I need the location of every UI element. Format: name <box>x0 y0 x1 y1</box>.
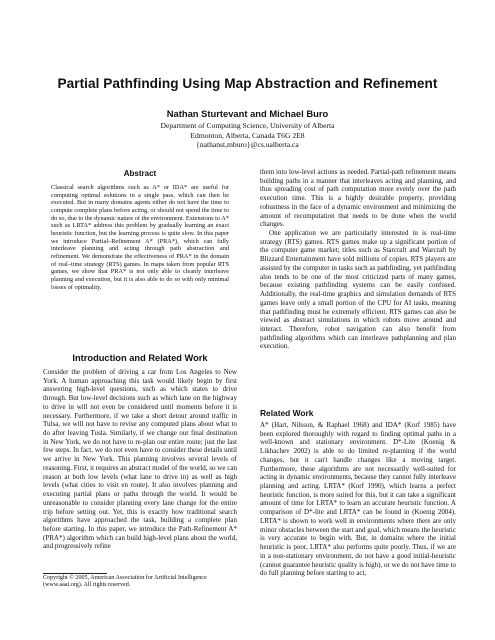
footnote-rule <box>43 573 107 574</box>
right-column-body <box>260 168 456 351</box>
abstract-text: Classical search algorithms such as A* or IDA* are useful for computing optimal solutions in a single pass, which can then be executed. But in many domains agents either do not have the time to compute complete plans before acting, or should not spend the time to do so, due to the dynamic nature of the environment. Extensions to A* such as LRTA* address this problem by gradually learning an exact heuristic function, but the learning process is quite slow. In this paper we introduce Partial–Refinement A* (PRA*), which can fully interleave planning and acting through path abstraction and refinement. We demonstrate the effectiveness of PRA* in the domain of real–time strategy (RTS) games. In maps taken from popular RTS games, we show that PRA* is not only able to cleanly interleave planning and execution, but it is also able to do so with only minimal losses of optimality. <box>51 184 229 291</box>
copyright-footnote: Copyright © 2005, American Association for Artificial Intelligence (www.aaai.org). All rights reserved. <box>43 575 207 589</box>
right-paragraph-2: One application we are particularly interested in is real-time strategy (RTS) games. RTS games make up a significant portion of the computer game market; titles such as Starcraft and Warcraft by Blizzard Entertainment have sold millions of copies. RTS players are assisted by the computer in tasks such as pathfinding, yet pathfinding also tends to be one of the most criticized parts of many games, because existing pathfinding systems can be easily confused. Additionally, the real-time graphics and simulation demands of RTS games leave only a small portion of the CPU for AI tasks, meaning that pathfinding must be extremely efficient. RTS games can also be viewed as abstract simulations in which robots move around and interact. Therefore, robot navigation can also benefit from pathfinding algorithms which can interleave pathplanning and plan execution. <box>260 229 456 351</box>
intro-heading: Introduction and Related Work <box>72 353 208 363</box>
paper-authors: Nathan Sturtevant and Michael Buro <box>166 108 329 119</box>
affiliation-line-department: Department of Computing Science, University of Alberta <box>160 121 335 130</box>
paper-title: Partial Pathfinding Using Map Abstraction and Refinement <box>57 76 438 91</box>
affiliation-block <box>0 121 495 150</box>
abstract-heading: Abstract <box>123 169 157 178</box>
related-work-heading: Related Work <box>260 408 314 418</box>
affiliation-line-address: Edmonton, Alberta, Canada T6G 2E8 <box>190 130 305 140</box>
related-work-text: A* (Hart, Nilsson, & Raphael 1968) and IDA* (Korf 1985) have been explored thoroughly with regard to finding optimal paths in a well-known and stationary environment. D*-Lite (Koenig & Likhachev 2002) is able to do limited re-planning if the world changes, but it can't handle changes like a moving target. Furthermore, these algorithms are not necessarily well-suited for acting in dynamic environments, because they cannot fully interleave planning and acting. LRTA* (Korf 1990), which learns a perfect heuristic function, is more suited for this, but it can take a significant amount of time for LRTA* to learn an accurate heuristic function. A comparison of D*-lite and LRTA* can be found in (Koenig 2004). LRTA* is shown to work well in environments where there are only minor obstacles between the start and goal, which means the heuristic is very accurate to begin with. But, in domains where the initial heuristic is poor, LRTA* also performs quite poorly. Thus, if we are in a non-stationary environment, do not have a good initial-heuristic (cannot guarantee heuristic quality is high), or we do not have time to do full planning before starting to act, <box>260 421 456 578</box>
intro-text: Consider the problem of driving a car from Los Angeles to New York. A human approaching this task would likely begin by first answering high-level questions, such as which states to drive through. But low-level decisions such as which lane on the highway to drive in will not even be considered until moments before it is necessary. Furthermore, if we take a short detour around traffic in Tulsa, we will not have to revise any computed plans about what to do after leaving Tusla. Similarly, if we change our final destination in New York, we do not have to re-plan our entire route; just the last few steps. In fact, we do not even have to consider these details until we arrive in New York. This planning involves several levels of reasoning. First, it requires an abstract model of the world, so we can reason at both low levels (what lane to drive in) as well as high levels (what cities to visit en route). It also involves planning and executing partial plans or paths through the world. It would be unreasonable to consider planning every lane change for the entire trip before setting out. Yet, this is exactly how traditional search algorithms have approached the task, building a complete plan before starting. In this paper, we introduce the Path-Refinement A* (PRA*) algorithm which can build high-level plans about the world, and progressively refine <box>43 368 237 551</box>
affiliation-line-email: {nathanst,mburo}@cs.ualberta.ca <box>196 140 299 150</box>
right-paragraph-1: them into low-level actions as needed. Partial-path refinement means building paths in a manner that interleaves acting and planning, and thus spreading cost of path computation more evenly over the path execution time. This is a highly desirable property, providing robustness in the face of a dynamic environment and minimizing the amount of recomputation that needs to be done when the world changes. <box>260 168 456 229</box>
